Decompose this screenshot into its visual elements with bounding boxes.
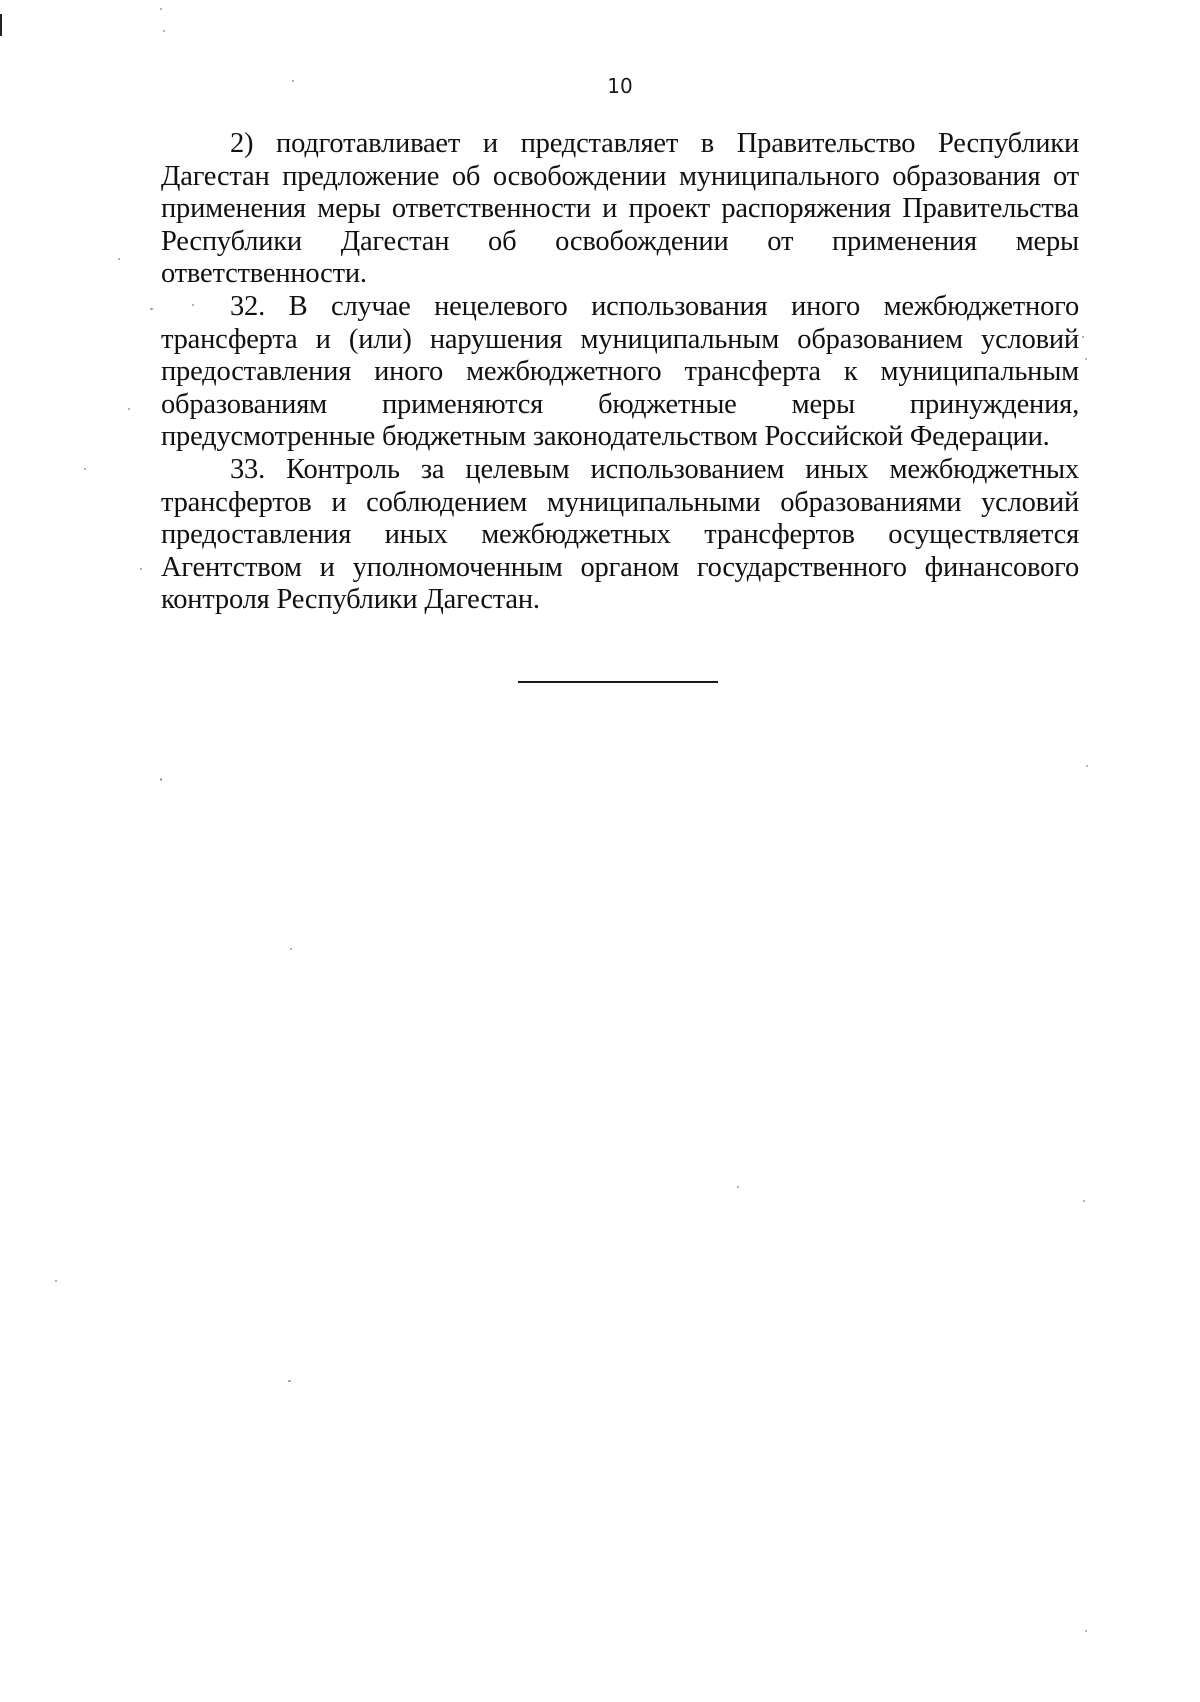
scan-speck bbox=[118, 258, 120, 260]
scan-speck bbox=[163, 30, 165, 32]
scan-speck bbox=[1086, 765, 1088, 767]
document-body bbox=[161, 128, 1079, 617]
scan-speck bbox=[292, 80, 294, 82]
scan-speck bbox=[150, 308, 153, 310]
scan-speck bbox=[128, 408, 130, 410]
scan-edge-mark bbox=[0, 14, 2, 36]
scan-speck bbox=[1085, 1630, 1087, 1632]
end-divider-line bbox=[518, 681, 718, 683]
scan-speck bbox=[160, 778, 162, 781]
page-number: 10 bbox=[607, 74, 633, 98]
scan-speck bbox=[55, 1280, 57, 1282]
scan-speck bbox=[290, 948, 292, 950]
scan-speck bbox=[84, 468, 86, 470]
scan-speck bbox=[737, 1186, 739, 1188]
paragraph-item-2: 2) подготавливает и представляет в Правительство Республики Дагестан предложение об освобождении муниципального образования от применения меры ответственности и проект распоряжения Правительства Республики Дагестан об освобождении от применения меры ответственности. bbox=[161, 128, 1079, 290]
scan-speck bbox=[1085, 358, 1087, 360]
scan-speck bbox=[1083, 1200, 1085, 1202]
paragraph-clause-32: 32. В случае нецелевого использования иного межбюджетного трансферта и (или) нарушения муниципальным образованием условий предоставления иного межбюджетного трансферта к муниципальным образованиям применяются бюджетные меры принуждения, предусмотренные бюджетным законодательством Российской Федерации. bbox=[161, 290, 1079, 453]
paragraph-clause-33: 33. Контроль за целевым использованием иных межбюджетных трансфертов и соблюдением муниципальными образованиями условий предоставления иных межбюджетных трансфертов осуществляется Агентством и уполномоченным органом государственного финансового контроля Республики Дагестан. bbox=[161, 453, 1079, 616]
scan-speck bbox=[288, 1380, 291, 1382]
scan-speck bbox=[1082, 336, 1084, 338]
scan-speck bbox=[140, 568, 142, 570]
scan-speck bbox=[160, 8, 162, 10]
scan-speck bbox=[192, 304, 194, 306]
